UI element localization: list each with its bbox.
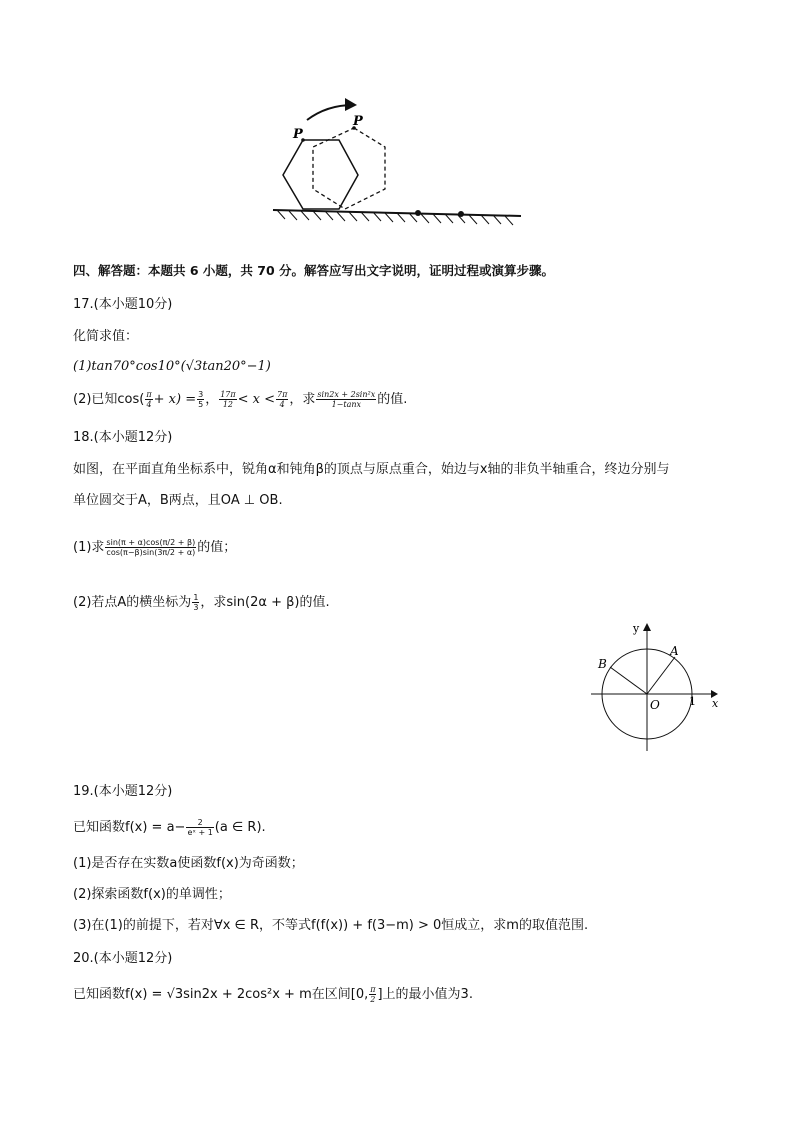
q17-intro: 化简求值： <box>73 329 139 344</box>
ground-dot-1 <box>415 210 421 216</box>
q19-part3: (3)在(1)的前提下，若对∀x ∈ R，不等式f(f(x)) + f(3−m) > 0恒成立，求m的取值范围. <box>73 918 589 933</box>
q18-p2-a: (2)若点A的横坐标为 <box>73 595 192 610</box>
q18-p1-a: (1)求 <box>73 540 105 555</box>
q17-part2 <box>73 390 407 409</box>
q20-line1-b: ]上的最小值为3. <box>377 987 473 1002</box>
section-heading: 四、解答题：本题共 6 小题，共 70 分。解答应写出文字说明，证明过程或演算步骤。 <box>73 263 555 278</box>
fraction-2-ex: $\frac{2}{\text{eˣ + 1}}$ <box>187 818 213 837</box>
q18-text1: 如图，在平面直角坐标系中，锐角α和钝角β的顶点与原点重合，始边与x轴的非负半轴重合，终边分别与 <box>73 462 670 477</box>
q17-p2-d: < x < <box>237 392 276 407</box>
q17-p2-f: 的值. <box>377 392 408 407</box>
q17-header: 17.(本小题10分) <box>73 297 173 312</box>
q19-line1-a: 已知函数f(x) = a− <box>73 820 186 835</box>
q18-part1 <box>73 538 236 557</box>
q18-header: 18.(本小题12分) <box>73 430 173 445</box>
fraction-7pi-4: $\frac{7\pi}{4}$ <box>277 390 288 409</box>
q18-p1-b: 的值； <box>197 540 237 555</box>
q17-part1: (1)tan70°cos10°(√3tan20°−1) <box>73 359 271 374</box>
fraction-trig: $\frac{\sin(\pi + \alpha)\cos(\pi/2 + \beta)}{\cos(\pi-\beta)\sin(3\pi/2 + \alpha)}$ <box>106 538 196 557</box>
q20-line1 <box>73 985 473 1004</box>
q19-line1 <box>73 818 266 837</box>
label-p2: P <box>353 114 363 129</box>
q19-part1: (1)是否存在实数a使函数f(x)为奇函数； <box>73 856 304 871</box>
ray-oa <box>647 657 675 694</box>
label-o: O <box>650 698 660 712</box>
label-y: y <box>633 622 640 635</box>
fraction-17pi-12: $\frac{17\pi}{12}$ <box>220 390 236 409</box>
label-b: B <box>598 657 607 671</box>
q17-p2-e: ，求 <box>289 392 316 407</box>
q17-p2-a: (2)已知cos( <box>73 392 145 407</box>
fraction-expression: $\frac{\text{sin2x + 2sin²x}}{1-\tan x}$ <box>317 390 376 409</box>
q19-line1-b: (a ∈ R). <box>214 820 266 835</box>
q17-p2-c: ， <box>205 392 219 407</box>
hexagon-rolling-figure <box>265 95 530 230</box>
fraction-pi-2: $\frac{\pi}{2}$ <box>370 985 376 1004</box>
label-p1: P <box>293 127 303 142</box>
q17-p2-b: + x) = <box>153 392 197 407</box>
unit-circle-figure <box>585 615 725 755</box>
q19-part2: (2)探索函数f(x)的单调性； <box>73 887 231 902</box>
solid-hexagon <box>283 140 358 209</box>
label-a: A <box>670 644 679 658</box>
label-one: 1 <box>689 695 696 708</box>
q18-part2 <box>73 593 330 612</box>
ground-dot-2 <box>458 211 464 217</box>
ray-ob <box>610 667 647 694</box>
label-x: x <box>712 697 719 710</box>
rotation-arrowhead <box>345 98 357 111</box>
fraction-pi-4: $\frac{\pi}{4}$ <box>146 390 152 409</box>
fraction-3-5: $\frac{3}{5}$ <box>198 390 204 409</box>
fraction-1-3: $\frac{1}{3}$ <box>193 593 199 612</box>
q18-text2: 单位圆交于A，B两点，且OA ⊥ OB. <box>73 493 283 508</box>
q20-line1-a: 已知函数f(x) = √3sin2x + 2cos²x + m在区间[0, <box>73 987 369 1002</box>
q20-header: 20.(本小题12分) <box>73 951 173 966</box>
q19-header: 19.(本小题12分) <box>73 784 173 799</box>
q18-p2-b: ，求sin(2α + β)的值. <box>200 595 330 610</box>
y-axis-arrow <box>643 623 651 631</box>
